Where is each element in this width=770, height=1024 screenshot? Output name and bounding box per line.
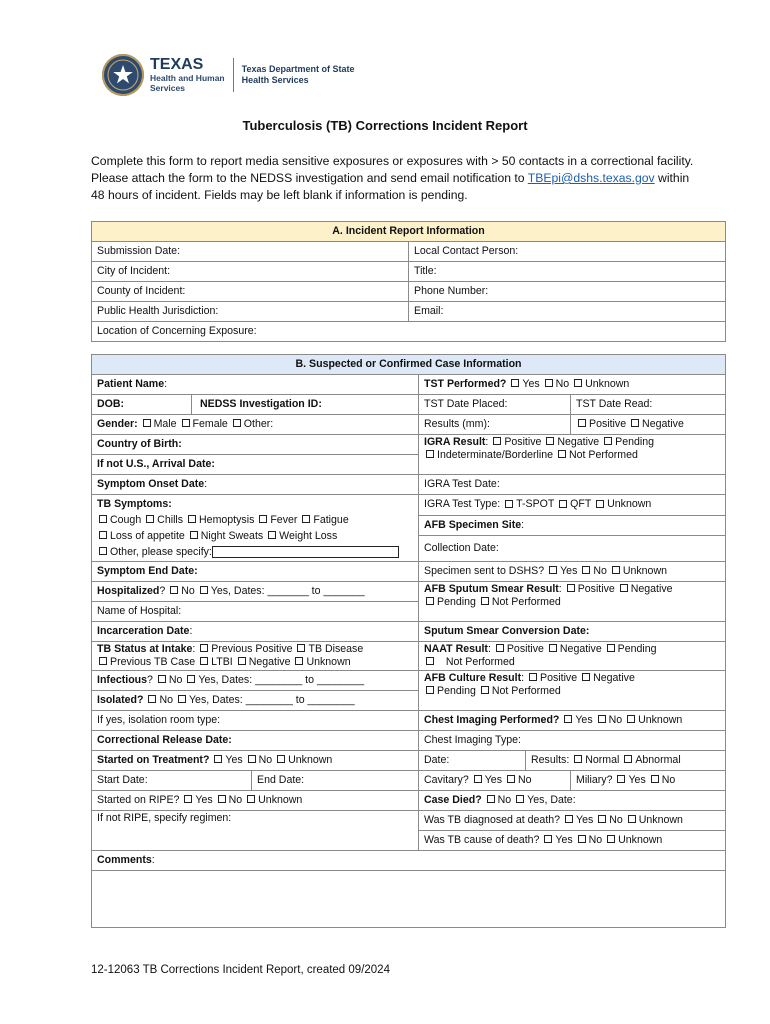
ltbi-checkbox[interactable]	[200, 657, 208, 665]
loss-appetite-label: Loss of appetite	[110, 530, 185, 542]
hemoptysis-label: Hemoptysis	[199, 514, 255, 526]
culture-positive-checkbox[interactable]	[529, 673, 537, 681]
other-gender-checkbox[interactable]	[233, 419, 241, 427]
naat-negative-label: Negative	[559, 643, 602, 655]
culture-positive-label: Positive	[540, 672, 578, 684]
abnormal-checkbox[interactable]	[624, 755, 632, 763]
isolated-yes-dates-label: Yes, Dates: ________ to ________	[188, 694, 355, 706]
smear-negative-label: Negative	[630, 583, 673, 595]
nedss-id-field[interactable]: NEDSS Investigation ID:	[192, 395, 419, 415]
intro-paragraph	[91, 153, 701, 204]
other-symptom-input[interactable]	[212, 546, 399, 558]
igra-type-unknown-checkbox[interactable]	[596, 500, 604, 508]
logo-line2: Services	[150, 83, 185, 93]
other-symptom-checkbox[interactable]	[99, 547, 107, 555]
weight-loss-checkbox[interactable]	[268, 531, 276, 539]
cause-death-unknown-label: Unknown	[618, 834, 663, 846]
male-label: Male	[153, 418, 177, 430]
tst-yes-label: Yes	[522, 378, 540, 390]
afb-smear-result-label: AFB Sputum Smear Result	[424, 583, 559, 595]
gender-label: Gender:	[97, 418, 138, 430]
status-unknown-label: Unknown	[306, 656, 351, 668]
afb-culture-result-label: AFB Culture Result	[424, 672, 522, 684]
tb-status-label: TB Status at Intake	[97, 643, 193, 655]
male-checkbox[interactable]	[143, 419, 151, 427]
dept-line1: Texas Department of State	[241, 64, 355, 74]
infectious-yes-dates-label: Yes, Dates: ________ to ________	[198, 674, 365, 686]
ripe-unknown-label: Unknown	[258, 794, 303, 806]
county-field[interactable]: County of Incident:	[92, 282, 409, 302]
culture-negative-checkbox[interactable]	[582, 673, 590, 681]
igra-positive-checkbox[interactable]	[493, 437, 501, 445]
intro-text-1: Complete this form to report media sensitive exposures or exposures with > 50 contacts in a correctional facility. Please attach the form to the NEDSS investigation and send email notification to	[91, 154, 694, 185]
hospital-name-field[interactable]: Name of Hospital:	[92, 602, 419, 622]
ripe-no-checkbox[interactable]	[218, 795, 226, 803]
normal-label: Normal	[585, 754, 620, 766]
smear-positive-checkbox[interactable]	[567, 584, 575, 592]
imaging-unknown-checkbox[interactable]	[627, 715, 635, 723]
igra-type-unknown-label: Unknown	[607, 498, 652, 511]
igra-test-date-field[interactable]: IGRA Test Date:	[419, 475, 726, 495]
igra-indeterminate-label: Indeterminate/Borderline	[437, 449, 554, 461]
incarceration-date-label: Incarceration Date	[97, 625, 190, 637]
igra-not-performed-label: Not Performed	[568, 449, 638, 461]
diag-death-no-label: No	[609, 814, 623, 826]
tst-date-placed-field[interactable]: TST Date Placed:	[419, 395, 571, 415]
specimen-sent-label: Specimen sent to DSHS?	[424, 565, 545, 577]
igra-pending-checkbox[interactable]	[604, 437, 612, 445]
started-ripe-label: Started on RIPE?	[97, 794, 180, 806]
section-b-header: B. Suspected or Confirmed Case Information	[92, 355, 726, 375]
treatment-no-label: No	[258, 754, 273, 766]
fatigue-label: Fatigue	[313, 514, 349, 526]
imaging-no-checkbox[interactable]	[598, 715, 606, 723]
other-gender-label: Other:	[243, 418, 274, 430]
results-mm-field[interactable]: Results (mm):	[419, 415, 571, 435]
specimen-no-label: No	[593, 565, 607, 577]
arrival-date-field[interactable]: If not U.S., Arrival Date:	[92, 455, 419, 475]
isolated-no-label: No	[159, 694, 174, 706]
infectious-no-checkbox[interactable]	[158, 675, 166, 683]
dob-field[interactable]: DOB:	[92, 395, 192, 415]
imaging-yes-label: Yes	[575, 714, 593, 726]
page-footer: 12-12063 TB Corrections Incident Report, created 09/2024	[91, 964, 390, 976]
hosp-yes-dates-label: Yes, Dates: _______ to _______	[210, 585, 365, 597]
symptom-end-field[interactable]: Symptom End Date:	[92, 562, 419, 582]
tst-positive-label: Positive	[589, 418, 627, 430]
chills-label: Chills	[157, 514, 184, 526]
died-no-label: No	[497, 794, 512, 806]
ripe-no-label: No	[228, 794, 243, 806]
naat-pending-label: Pending	[617, 643, 657, 655]
tst-no-label: No	[555, 378, 570, 390]
infectious-label: Infectious	[97, 674, 148, 686]
ltbi-label: LTBI	[211, 656, 233, 668]
cause-death-label: Was TB cause of death?	[424, 834, 540, 846]
naat-positive-label: Positive	[506, 643, 544, 655]
abnormal-label: Abnormal	[635, 754, 681, 766]
tst-performed-label: TST Performed?	[424, 378, 507, 390]
miliary-yes-label: Yes	[628, 774, 646, 786]
texas-seal-icon	[102, 54, 144, 96]
tst-yes-checkbox[interactable]	[511, 379, 519, 387]
tst-negative-label: Negative	[642, 418, 684, 430]
submission-date-field[interactable]: Submission Date:	[92, 242, 409, 262]
imaging-unknown-label: Unknown	[638, 714, 683, 726]
cough-label: Cough	[110, 514, 142, 526]
tst-unknown-checkbox[interactable]	[574, 379, 582, 387]
female-label: Female	[192, 418, 228, 430]
cough-checkbox[interactable]	[99, 515, 107, 523]
igra-result-label: IGRA Result	[424, 436, 486, 448]
cause-death-no-label: No	[588, 834, 603, 846]
release-date-field[interactable]: Correctional Release Date:	[92, 731, 419, 751]
tst-date-read-field[interactable]: TST Date Read:	[571, 395, 726, 415]
hosp-no-label: No	[181, 585, 195, 597]
end-date-field[interactable]: End Date:	[252, 771, 419, 791]
patient-name-label: Patient Name	[97, 378, 165, 390]
country-birth-field[interactable]: Country of Birth:	[92, 435, 419, 455]
logo-state: TEXAS	[150, 56, 204, 73]
treatment-yes-checkbox[interactable]	[214, 755, 222, 763]
cause-death-yes-checkbox[interactable]	[544, 835, 552, 843]
diag-death-no-checkbox[interactable]	[598, 815, 606, 823]
isolated-yes-checkbox[interactable]	[178, 695, 186, 703]
status-negative-label: Negative	[248, 656, 291, 668]
cavitary-no-label: No	[517, 774, 532, 786]
naat-positive-checkbox[interactable]	[496, 644, 504, 652]
ripe-unknown-checkbox[interactable]	[247, 795, 255, 803]
tspot-label: T-SPOT	[516, 498, 555, 511]
naat-not-performed-checkbox[interactable]	[426, 657, 434, 665]
qft-checkbox[interactable]	[559, 500, 567, 508]
igra-indeterminate-checkbox[interactable]	[426, 450, 434, 458]
fever-checkbox[interactable]	[259, 515, 267, 523]
culture-pending-checkbox[interactable]	[426, 686, 434, 694]
infectious-yes-checkbox[interactable]	[187, 675, 195, 683]
phone-field[interactable]: Phone Number:	[409, 282, 726, 302]
status-unknown-checkbox[interactable]	[295, 657, 303, 665]
smear-pending-label: Pending	[437, 596, 476, 608]
treatment-unknown-label: Unknown	[288, 754, 333, 766]
igra-positive-label: Positive	[504, 436, 542, 448]
contact-title-field[interactable]: Title:	[409, 262, 726, 282]
cavitary-yes-label: Yes	[484, 774, 502, 786]
regimen-field[interactable]: If not RIPE, specify regimen:	[92, 811, 419, 851]
diag-death-unknown-label: Unknown	[638, 814, 683, 826]
imaging-yes-checkbox[interactable]	[564, 715, 572, 723]
specimen-yes-label: Yes	[560, 565, 578, 577]
imaging-date-field[interactable]: Date:	[419, 751, 526, 771]
cause-death-no-checkbox[interactable]	[578, 835, 586, 843]
cause-death-yes-label: Yes	[555, 834, 573, 846]
tb-disease-checkbox[interactable]	[297, 644, 305, 652]
fatigue-checkbox[interactable]	[302, 515, 310, 523]
night-sweats-label: Night Sweats	[200, 530, 264, 542]
chills-checkbox[interactable]	[146, 515, 154, 523]
prev-tb-case-label: Previous TB Case	[110, 656, 196, 668]
section-a-header: A. Incident Report Information	[92, 222, 726, 242]
specimen-yes-checkbox[interactable]	[549, 566, 557, 574]
agency-logo	[102, 50, 355, 100]
smear-negative-checkbox[interactable]	[620, 584, 628, 592]
smear-pending-checkbox[interactable]	[426, 597, 434, 605]
comments-label: Comments	[97, 854, 152, 866]
tst-no-checkbox[interactable]	[545, 379, 553, 387]
tst-positive-checkbox[interactable]	[578, 419, 586, 427]
infectious-no-label: No	[168, 674, 183, 686]
died-no-checkbox[interactable]	[487, 795, 495, 803]
diag-death-yes-label: Yes	[576, 814, 594, 826]
intro-text-2: within 48 hours of incident. Fields may be left blank if information is pending.	[91, 171, 690, 202]
culture-pending-label: Pending	[437, 685, 476, 697]
specimen-no-checkbox[interactable]	[582, 566, 590, 574]
diagnosed-death-label: Was TB diagnosed at death?	[424, 814, 561, 826]
smear-positive-label: Positive	[577, 583, 615, 595]
igra-test-type-label: IGRA Test Type:	[424, 498, 501, 511]
prev-positive-checkbox[interactable]	[200, 644, 208, 652]
email-link[interactable]: TBEpi@dshs.texas.gov	[527, 171, 655, 185]
naat-not-performed-label: Not Performed	[445, 656, 515, 668]
case-died-label: Case Died?	[424, 794, 482, 806]
naat-negative-checkbox[interactable]	[549, 644, 557, 652]
specimen-unknown-checkbox[interactable]	[612, 566, 620, 574]
local-contact-field[interactable]: Local Contact Person:	[409, 242, 726, 262]
chest-imaging-performed-label: Chest Imaging Performed?	[424, 714, 560, 726]
diag-death-yes-checkbox[interactable]	[565, 815, 573, 823]
page-title: Tuberculosis (TB) Corrections Incident Report	[242, 118, 528, 133]
ripe-yes-checkbox[interactable]	[184, 795, 192, 803]
cause-death-unknown-checkbox[interactable]	[607, 835, 615, 843]
igra-pending-label: Pending	[615, 436, 655, 448]
normal-checkbox[interactable]	[574, 755, 582, 763]
hospitalized-label: Hospitalized	[97, 585, 160, 597]
tst-negative-checkbox[interactable]	[631, 419, 639, 427]
igra-negative-label: Negative	[557, 436, 600, 448]
igra-not-performed-checkbox[interactable]	[558, 450, 566, 458]
isolated-label: Isolated?	[97, 694, 144, 706]
ripe-yes-label: Yes	[195, 794, 213, 806]
miliary-yes-checkbox[interactable]	[617, 775, 625, 783]
collection-date-field[interactable]: Collection Date:	[419, 536, 726, 562]
treatment-unknown-checkbox[interactable]	[277, 755, 285, 763]
tst-unknown-label: Unknown	[585, 378, 630, 390]
igra-negative-checkbox[interactable]	[546, 437, 554, 445]
female-checkbox[interactable]	[182, 419, 190, 427]
culture-not-performed-label: Not Performed	[491, 685, 561, 697]
imaging-no-label: No	[608, 714, 623, 726]
died-yes-date-label: Yes, Date:	[527, 794, 576, 806]
location-field[interactable]: Location of Concerning Exposure:	[92, 322, 726, 342]
treatment-yes-label: Yes	[225, 754, 243, 766]
status-negative-checkbox[interactable]	[238, 657, 246, 665]
died-yes-checkbox[interactable]	[516, 795, 524, 803]
tb-symptoms-label: TB Symptoms:	[97, 498, 172, 510]
fever-label: Fever	[270, 514, 298, 526]
specimen-unknown-label: Unknown	[622, 565, 667, 577]
chest-imaging-type-field[interactable]: Chest Imaging Type:	[419, 731, 726, 751]
cavitary-no-checkbox[interactable]	[507, 775, 515, 783]
tspot-checkbox[interactable]	[505, 500, 513, 508]
naat-result-label: NAAT Result	[424, 643, 488, 655]
other-symptom-label: Other, please specify:	[110, 546, 212, 558]
diag-death-unknown-checkbox[interactable]	[628, 815, 636, 823]
weight-loss-label: Weight Loss	[279, 530, 338, 542]
hemoptysis-checkbox[interactable]	[188, 515, 196, 523]
prev-tb-case-checkbox[interactable]	[99, 657, 107, 665]
smear-not-performed-checkbox[interactable]	[481, 597, 489, 605]
cavitary-label: Cavitary?	[424, 774, 469, 786]
start-date-field[interactable]: Start Date:	[92, 771, 252, 791]
miliary-label: Miliary?	[576, 774, 613, 786]
treatment-no-checkbox[interactable]	[248, 755, 256, 763]
dept-line2: Health Services	[241, 75, 309, 85]
night-sweats-checkbox[interactable]	[190, 531, 198, 539]
logo-line1: Health and Human	[150, 73, 225, 83]
comments-input[interactable]	[92, 871, 726, 928]
loss-appetite-checkbox[interactable]	[99, 531, 107, 539]
symptom-onset-label: Symptom Onset Date	[97, 478, 205, 490]
culture-negative-label: Negative	[593, 672, 635, 684]
cavitary-yes-checkbox[interactable]	[474, 775, 482, 783]
section-b-table: B. Suspected or Confirmed Case Information Patient Name: TST Performed? Yes No Unknown DOB: NEDSS Investigation ID: TST Date Placed: TST Date Read: Gender: Male Female Other: Results (mm): Positive Negative Country of Birth: IGRA Result: Positive Negative Pending Indeterminate/Borderline Not Performed If not U.S., Arrival Date: Symptom Onset Date: IGRA Test Date: TB Symptoms: Cough Chills Hemoptysis Fever Fatigue Loss of appetite Night Sweats Weight Loss Other, please specify: IGRA Test Type: T-SPOT QFT Unknown AFB Specimen Site: Collection Date: Symptom End Date: Specimen sent to DSHS? Yes No Unknown Hospitalized? No Yes, Dates: _______ to _______ AFB Sputum Smear Result: Positive Negative Pending Not Performed Name of Hospital: Incarceration Date: Sputum Smear Conversion Date: TB Status at Intake: Previous Positive TB Disease Previous TB Case LTBI Negative Unknown NAAT Result: Positive Negative Pending Not Performed Infectious? No Yes, Dates: ________ to ________ AFB Culture Result: Positive Negative Pending Not Performed Isolated? No Yes, Dates: ________ to ________ If yes, isolation room type: Chest Imaging Performed? Yes No Unknown Correctional Release Date: Chest Imaging Type: Started on Treatment? Yes No Unknown Date: Results: Normal Abnormal Start Date: End Date: Cavitary? Yes No Miliary? Yes No Started on RIPE? Yes No Unknown Case Died? No Yes, Date: If not RIPE, specify regimen: Was TB diagnosed at death? Yes No Unknown Was TB cause of death? Yes No Unknown Comments:	[91, 354, 726, 928]
hosp-yes-checkbox[interactable]	[200, 586, 208, 594]
smear-not-performed-label: Not Performed	[491, 596, 561, 608]
prev-positive-label: Previous Positive	[211, 643, 293, 655]
afb-specimen-site-label: AFB Specimen Site	[424, 518, 522, 531]
tb-disease-label: TB Disease	[308, 643, 364, 655]
started-treatment-label: Started on Treatment?	[97, 754, 210, 766]
isolation-room-field[interactable]: If yes, isolation room type:	[92, 711, 419, 731]
logo-divider	[233, 58, 234, 92]
miliary-no-checkbox[interactable]	[651, 775, 659, 783]
hosp-no-checkbox[interactable]	[170, 586, 178, 594]
email-field[interactable]: Email:	[409, 302, 726, 322]
imaging-results-label: Results:	[531, 754, 570, 766]
qft-label: QFT	[570, 498, 592, 511]
miliary-no-label: No	[661, 774, 676, 786]
section-a-table	[91, 221, 726, 342]
smear-conversion-field[interactable]: Sputum Smear Conversion Date:	[419, 622, 726, 642]
jurisdiction-field[interactable]: Public Health Jurisdiction:	[92, 302, 409, 322]
naat-pending-checkbox[interactable]	[607, 644, 615, 652]
culture-not-performed-checkbox[interactable]	[481, 686, 489, 694]
isolated-no-checkbox[interactable]	[148, 695, 156, 703]
city-field[interactable]: City of Incident:	[92, 262, 409, 282]
